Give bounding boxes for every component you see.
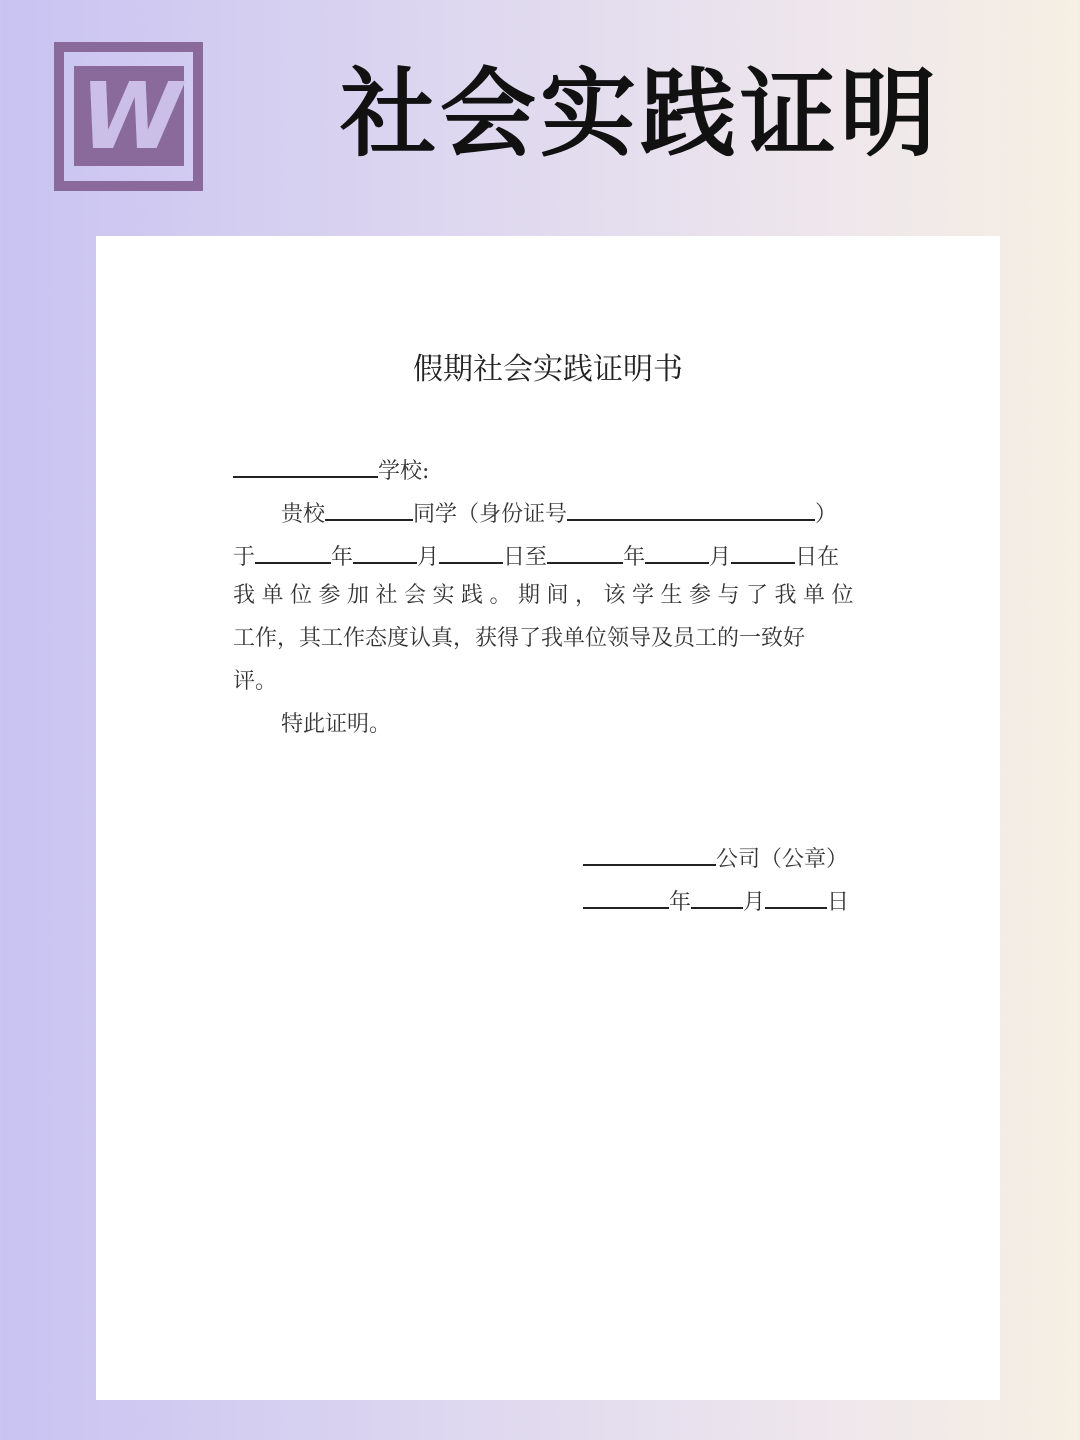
student-name-blank[interactable] <box>325 495 413 521</box>
company-line <box>583 840 848 875</box>
sign-day-blank[interactable] <box>765 883 827 909</box>
date-text: 年 <box>669 890 692 915</box>
word-logo-icon <box>54 42 203 191</box>
school-ref: 贵校 <box>281 502 326 527</box>
word-logo-letter: W <box>80 62 178 170</box>
sign-month-blank[interactable] <box>691 883 743 909</box>
start-year-blank[interactable] <box>255 538 331 564</box>
start-day-blank[interactable] <box>439 538 503 564</box>
document-title: 假期社会实践证明书 <box>413 352 683 387</box>
school-blank[interactable] <box>233 452 378 478</box>
date-text: 年 <box>623 545 646 570</box>
banner-title: 社会实践证明 <box>340 58 940 170</box>
end-year-blank[interactable] <box>547 538 623 564</box>
body-line-4: 我单位参加社会实践。期间，该学生参与了我单位 <box>233 583 861 608</box>
id-number-blank[interactable] <box>567 495 815 521</box>
word-logo-fill <box>74 62 184 170</box>
date-range-line <box>233 538 839 573</box>
student-line <box>281 495 837 530</box>
date-text: 月 <box>743 890 766 915</box>
closing-line: 特此证明。 <box>281 712 392 737</box>
date-text: 月 <box>417 545 440 570</box>
date-text: 日 <box>827 890 850 915</box>
body-line-5: 工作，其工作态度认真，获得了我单位领导及员工的一致好 <box>233 626 806 651</box>
date-text: 日至 <box>503 545 548 570</box>
id-close-paren: ） <box>815 502 838 527</box>
body-line-6: 评。 <box>233 669 278 694</box>
sign-date-line <box>583 883 849 918</box>
document-page <box>96 236 1000 1400</box>
date-text: 年 <box>331 545 354 570</box>
date-text: 月 <box>709 545 732 570</box>
end-day-blank[interactable] <box>731 538 795 564</box>
company-label: 公司（公章） <box>716 847 849 872</box>
end-month-blank[interactable] <box>645 538 709 564</box>
sign-year-blank[interactable] <box>583 883 669 909</box>
company-blank[interactable] <box>583 840 716 866</box>
date-text: 于 <box>233 545 256 570</box>
start-month-blank[interactable] <box>353 538 417 564</box>
school-label: 学校: <box>378 459 430 484</box>
student-label: 同学（身份证号 <box>413 502 568 527</box>
school-line <box>233 452 429 487</box>
date-text: 日在 <box>795 545 840 570</box>
